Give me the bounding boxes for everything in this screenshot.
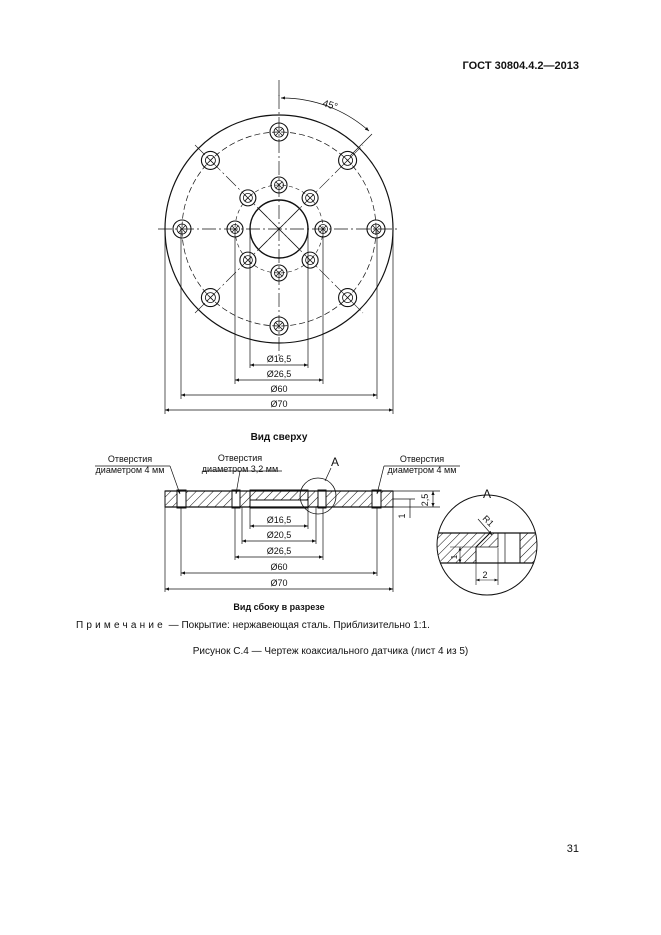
standard-code: ГОСТ 30804.4.2—2013 — [462, 60, 579, 72]
top-dim-1: Ø16,5 — [266, 354, 292, 364]
top-dim-3: Ø60 — [270, 384, 288, 394]
angle-label: 45° — [321, 98, 339, 114]
detail-dim-vertical: 1 — [450, 554, 459, 560]
side-dim-5: Ø70 — [270, 578, 288, 588]
outer-bolt-hole — [201, 289, 219, 307]
detail-a — [437, 495, 537, 595]
side-dim-4: Ø60 — [270, 562, 288, 572]
outer-bolt-hole — [339, 151, 357, 169]
top-dim-2: Ø26,5 — [266, 369, 292, 379]
inner-bolt-hole — [240, 190, 256, 206]
detail-label: A — [483, 487, 492, 501]
holes-left-line2: диаметром 4 мм — [95, 465, 165, 475]
holes-left-line1: Отверстия — [107, 454, 153, 464]
holes-right-line2: диаметром 4 мм — [387, 465, 457, 475]
outer-bolt-hole — [201, 151, 219, 169]
side-view-caption: Вид сбоку в разрезе — [233, 602, 325, 612]
inner-bolt-hole — [302, 252, 318, 268]
detail-dim-horizontal: 2 — [482, 570, 488, 580]
side-dim-2: Ø20,5 — [266, 530, 292, 540]
holes-center-line1: Отверстия — [217, 453, 263, 463]
side-view — [165, 490, 393, 508]
holes-center-line2: диаметром 3,2 мм — [201, 464, 279, 474]
holes-right-line1: Отверстия — [399, 454, 445, 464]
top-dim-4: Ø70 — [270, 399, 288, 409]
side-dim-3: Ø26,5 — [266, 546, 292, 556]
outer-bolt-hole — [339, 289, 357, 307]
note-prefix: Примечание — [76, 620, 166, 631]
angle-dimension — [279, 80, 372, 156]
page-number: 31 — [566, 843, 579, 855]
inner-bolt-hole — [302, 190, 318, 206]
detail-radius: R1 — [480, 513, 496, 529]
top-view-caption: Вид сверху — [250, 432, 308, 443]
height-total: 2,5 — [420, 493, 430, 507]
note — [76, 620, 430, 631]
side-dim-1: Ø16,5 — [266, 515, 292, 525]
height-step: 1 — [397, 513, 407, 519]
inner-bolt-hole — [240, 252, 256, 268]
detail-ref-label: A — [331, 455, 340, 469]
figure-caption: Рисунок С.4 — Чертеж коаксиального датчика (лист 4 из 5) — [192, 646, 469, 657]
note-text: — Покрытие: нержавеющая сталь. Приблизительно 1:1. — [165, 620, 430, 631]
